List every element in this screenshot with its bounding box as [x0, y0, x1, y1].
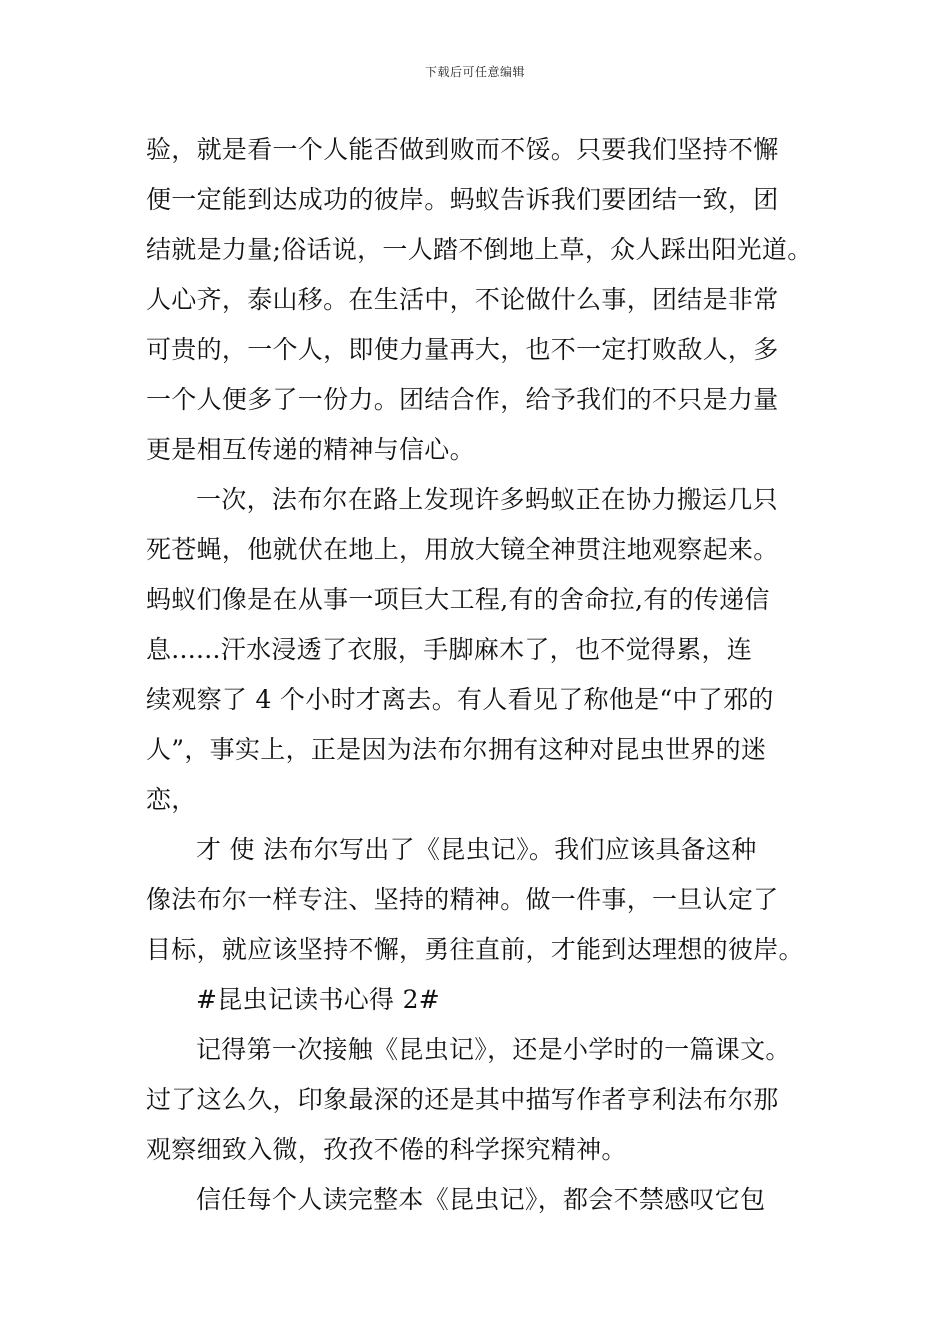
- text-line: 一次，法布尔在路上发现许多蚂蚁正在协力搬运几只: [196, 485, 778, 514]
- page-header: 下载后可任意编辑: [424, 65, 525, 79]
- text-line: 一个人便多了一份力。团结合作，给予我们的不只是力量: [146, 385, 779, 414]
- text-line: 人心齐，泰山移。在生活中，不论做什么事，团结是非常: [146, 285, 779, 314]
- text-line: 观察细致入微，孜孜不倦的科学探究精神。: [146, 1135, 627, 1164]
- text-line: 可贵的，一个人，即使力量再大，也不一定打败敌人，多: [146, 335, 779, 364]
- text-line: 才 使 法布尔写出了《昆虫记》。我们应该具备这种: [196, 835, 757, 864]
- text-line: 恋，: [146, 785, 197, 814]
- text-line: 像法布尔一样专注、坚持的精神。做一件事，一旦认定了: [146, 885, 779, 914]
- document-body: [146, 128, 866, 1228]
- text-line: 信任每个人读完整本《昆虫记》，都会不禁感叹它包: [196, 1185, 766, 1214]
- text-line: 记得第一次接触《昆虫记》，还是小学时的一篇课文。: [196, 1035, 791, 1064]
- text-line: 结就是力量;俗话说，一人踏不倒地上草，众人踩出阳光道。: [146, 235, 813, 264]
- text-line: 过了这么久，印象最深的还是其中描写作者亨利法布尔那: [146, 1085, 779, 1114]
- text-line: 续观察了 4 个小时才离去。有人看见了称他是“中了邪的: [146, 685, 774, 714]
- text-line: 便一定能到达成功的彼岸。蚂蚁告诉我们要团结一致，团: [146, 185, 779, 214]
- text-line: 人”，事实上，正是因为法布尔拥有这种对昆虫世界的迷: [146, 735, 767, 764]
- text-line: #昆虫记读书心得 2#: [196, 985, 441, 1014]
- text-line: 息......汗水浸透了衣服，手脚麻木了，也不觉得累，连: [146, 635, 753, 664]
- text-line: 验，就是看一个人能否做到败而不馁。只要我们坚持不懈: [146, 135, 779, 164]
- text-line: 死苍蝇，他就伏在地上，用放大镜全神贯注地观察起来。: [146, 535, 779, 564]
- text-line: 更是相互传递的精神与信心。: [146, 435, 475, 464]
- text-line: 目标，就应该坚持不懈，勇往直前，才能到达理想的彼岸。: [146, 935, 804, 964]
- text-line: 蚂蚁们像是在从事一项巨大工程,有的舍命拉,有的传递信: [146, 585, 770, 614]
